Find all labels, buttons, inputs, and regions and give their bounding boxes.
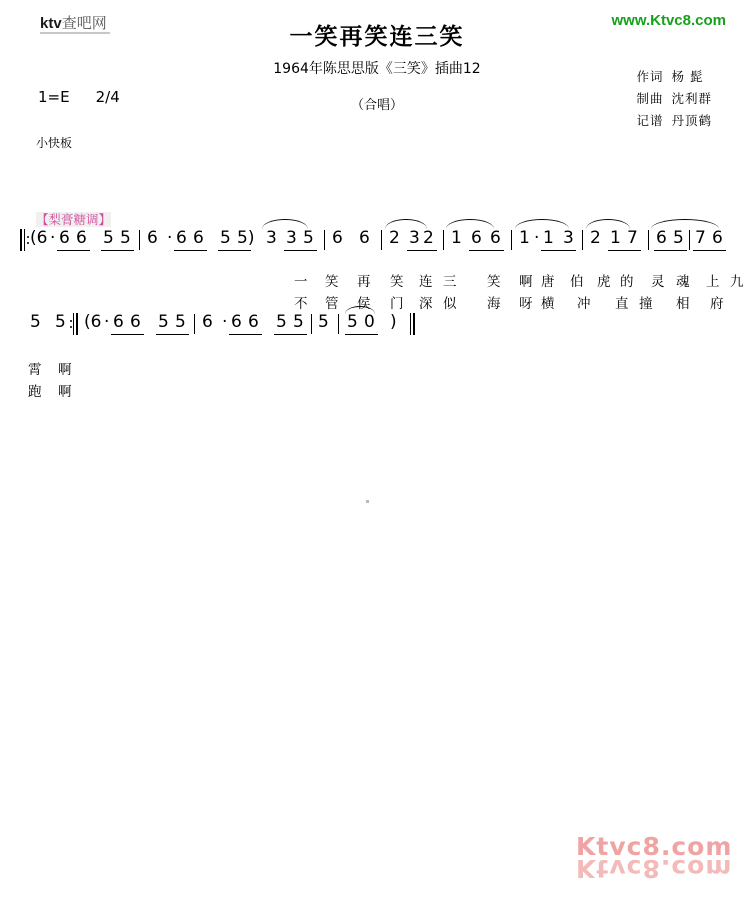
note: 1 [543,228,554,248]
bottom-watermark [576,832,736,884]
music-system-2 [0,312,754,402]
lyric-syllable: 唐 [541,274,555,290]
barline [443,230,444,250]
note-dot: · [534,228,540,248]
barline [324,230,325,250]
beam-3 [174,250,207,251]
note: 6 [332,228,343,248]
page-subtitle: 1964年陈思思版《三笑》插曲12 [273,61,481,77]
note: 7 [627,228,638,248]
note: 5 [158,312,169,332]
section-marker [36,210,111,228]
note: 6 [147,228,158,248]
lyric-syllable: 跑 [28,384,42,400]
final-barline [410,313,415,335]
lyric-syllable: 再 [357,274,371,290]
lyric-syllable: 不 [294,296,308,312]
note: 5 [673,228,684,248]
lyric-syllable: 伯 [570,274,584,290]
lyric-syllable: 笑 [390,274,404,290]
beam-4 [218,250,251,251]
note: 6 [59,228,70,248]
lyrics-row2-verse-2 [0,380,754,402]
beam-13 [156,334,189,335]
credit-lyricist [636,66,712,88]
note: (6 [84,312,102,332]
barline [194,314,195,334]
note: 5 [175,312,186,332]
credit-composer [636,88,712,110]
note: 6 [176,228,187,248]
lyric-syllable: 啊 [58,384,72,400]
note: 5) [237,228,255,248]
note: 5 [347,312,358,332]
lyric-syllable: 九 [730,274,744,290]
beam-14 [229,334,262,335]
note: 6 [193,228,204,248]
lyric-syllable: 啊 [519,274,533,290]
note: 6 [359,228,370,248]
section-marker-label: 【梨膏糖调】 [36,212,112,227]
note: 3 [563,228,574,248]
beam-1 [57,250,90,251]
lyric-syllable: 一 [294,274,308,290]
lyric-syllable: 海 [487,296,501,312]
note: 5 [55,312,66,332]
barline [582,230,583,250]
site-url[interactable]: www.Ktvc8.com [611,12,726,29]
time-signature: 2/4 [95,88,120,106]
lyric-syllable: 侯 [357,296,371,312]
note: 3 [409,228,420,248]
credit-composer-role: 制曲 [636,91,664,106]
note: 6 [231,312,242,332]
lyric-syllable: 府 [710,296,724,312]
page-title: 一笑再笑连三笑 [289,24,465,50]
beam-10 [654,250,687,251]
credit-transcriber-role: 记谱 [636,113,664,128]
beam-12 [111,334,144,335]
lyric-syllable: 撞 [639,296,653,312]
lyric-syllable: 三 [443,274,457,290]
note: 5 [293,312,304,332]
lyrics-row2-verse-1 [0,358,754,380]
lyric-syllable: 似 [443,296,457,312]
repeat-start-barline [20,229,25,251]
note: 5 [303,228,314,248]
note: 6 [656,228,667,248]
lyric-syllable: 门 [390,296,404,312]
note: 5 [318,312,329,332]
credit-transcriber-name: 丹顶鹤 [671,113,712,128]
beam-11 [693,250,726,251]
note: 3 [266,228,277,248]
note: 6 [248,312,259,332]
credit-lyricist-role: 作词 [636,69,664,84]
note: 7 [695,228,706,248]
lyric-syllable: 的 [620,274,634,290]
lyric-syllable: 啊 [58,362,72,378]
lyric-syllable: 横 [541,296,555,312]
tempo-marking: 小快板 [36,136,73,150]
barline [338,314,339,334]
lyric-syllable: 灵 [651,274,665,290]
notes-row-2 [0,312,754,346]
site-logo-cn: 查吧网 [61,15,107,32]
beam-7 [469,250,504,251]
lyric-syllable: 笑 [325,274,339,290]
note: 1 [451,228,462,248]
beam-16 [345,334,378,335]
bottom-watermark-text: Ktvc8.com [576,832,733,861]
barline [139,230,140,250]
key-signature: 1=E [38,88,70,106]
note: (6 [30,228,48,248]
note: 2 [590,228,601,248]
note: 5 [120,228,131,248]
lyric-syllable: 魂 [676,274,690,290]
note: 1 [519,228,530,248]
note-dot: · [104,312,110,332]
note-dot: · [167,228,173,248]
note-dot: · [50,228,56,248]
credit-transcriber [636,110,712,132]
bottom-watermark-reflection: Ktvc8.com [576,854,733,883]
barline [689,230,690,250]
lyrics-row-verse-1 [0,270,754,292]
credits-block [636,66,712,132]
lyric-syllable: 深 [419,296,433,312]
beam-2 [101,250,134,251]
beam-6 [407,250,437,251]
note: 5 [103,228,114,248]
barline [511,230,512,250]
key-and-meter [38,88,120,106]
credit-lyricist-name: 杨 髭 [671,69,704,84]
lyric-syllable: 笑 [487,274,501,290]
barline [648,230,649,250]
note: 3 [286,228,297,248]
note: 5 [276,312,287,332]
lyric-syllable: 霄 [28,362,42,378]
beam-5 [284,250,317,251]
lyric-syllable: 虎 [597,274,611,290]
music-system-1 [0,228,754,314]
lyric-syllable: 管 [325,296,339,312]
beam-15 [274,334,307,335]
note: 5 [30,312,41,332]
lyrics-row-verse-2 [0,292,754,314]
page-watermark-dot [366,500,369,503]
note-dot: · [222,312,228,332]
barline [311,314,312,334]
note: 6 [471,228,482,248]
note: 6 [712,228,723,248]
lyric-syllable: 相 [676,296,690,312]
lyric-syllable: 冲 [577,296,591,312]
note: ) [390,312,397,332]
note: 6 [113,312,124,332]
note: 0 [364,312,375,332]
note: 1 [610,228,621,248]
note: 6 [202,312,213,332]
page-subtitle-secondary: （合唱） [350,98,403,113]
note: 6 [490,228,501,248]
note: 2 [389,228,400,248]
site-logo-kt: ktv [40,15,62,32]
beam-8 [541,250,576,251]
credit-composer-name: 沈利群 [671,91,712,106]
repeat-end-barline [70,313,79,335]
barline [381,230,382,250]
beam-9 [608,250,641,251]
note: 5 [220,228,231,248]
lyric-syllable: 呀 [519,296,533,312]
note: 2 [423,228,434,248]
note: 6 [76,228,87,248]
note: 6 [130,312,141,332]
lyric-syllable: 连 [419,274,433,290]
notes-row-1 [0,228,754,262]
lyric-syllable: 直 [615,296,629,312]
lyric-syllable: 上 [706,274,720,290]
